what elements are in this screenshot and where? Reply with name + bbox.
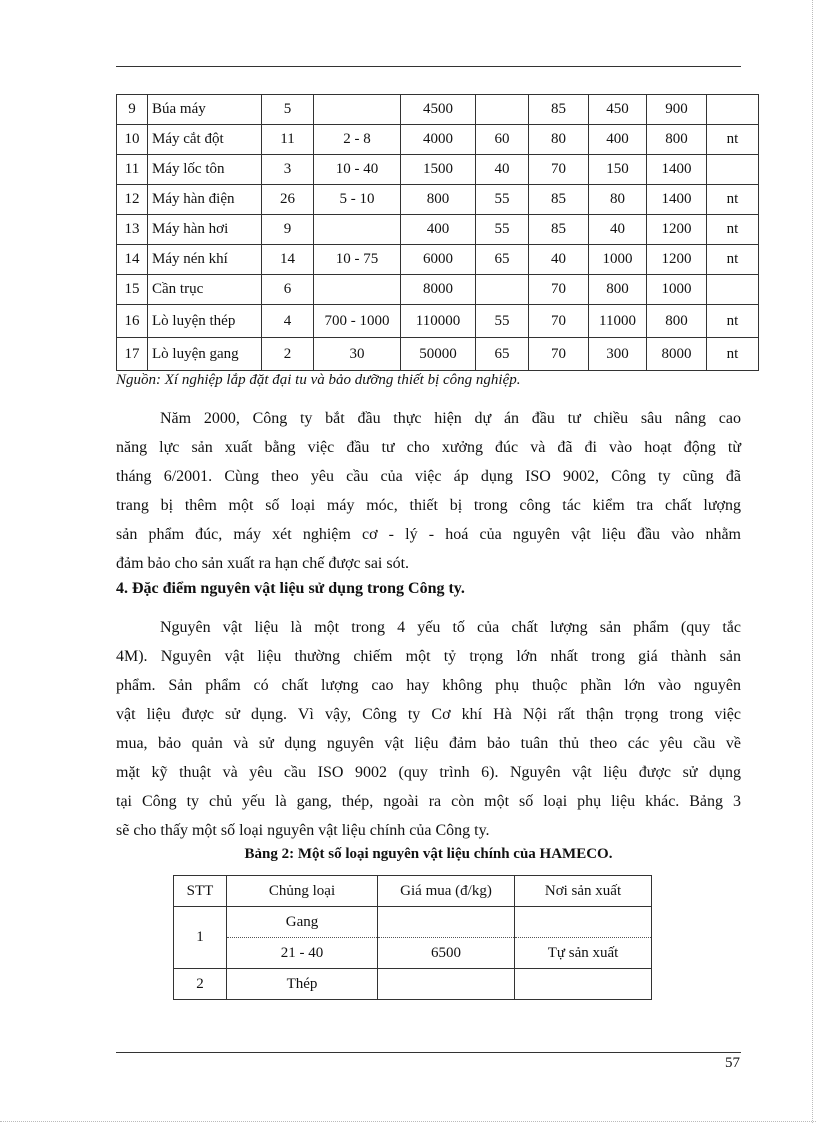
equipment-name-cell: Lò luyện thép	[148, 305, 262, 338]
paragraph-line: sẽ cho thấy một số loại nguyên vật liệu chính của Công ty.	[116, 822, 490, 839]
table-row	[174, 938, 652, 969]
stt-cell: 1	[174, 907, 227, 969]
page-number: 57	[725, 1055, 740, 1071]
table-cell: 1000	[589, 245, 647, 275]
table-cell	[707, 95, 759, 125]
table-cell: 1200	[647, 245, 707, 275]
source-note: Nguồn: Xí nghiệp lắp đặt đại tu và bảo dưỡng thiết bị công nghiệp.	[116, 372, 521, 388]
table-cell: 12	[117, 185, 148, 215]
table-cell: 14	[262, 245, 314, 275]
table-cell: 10 - 75	[314, 245, 401, 275]
table-cell: 40	[476, 155, 529, 185]
equipment-name-cell: Máy hàn điện	[148, 185, 262, 215]
type-cell: 21 - 40	[227, 938, 378, 969]
paragraph-materials	[116, 613, 741, 845]
table-cell: 4500	[401, 95, 476, 125]
table-cell: 450	[589, 95, 647, 125]
table-row	[117, 215, 759, 245]
table-cell: 8000	[647, 338, 707, 371]
table-cell: 110000	[401, 305, 476, 338]
table-cell: 70	[529, 275, 589, 305]
section-heading: 4. Đặc điểm nguyên vật liệu sử dụng trong Công ty.	[116, 580, 465, 597]
table-cell: 80	[529, 125, 589, 155]
table-cell: 55	[476, 305, 529, 338]
table-cell: 15	[117, 275, 148, 305]
table-cell: 70	[529, 305, 589, 338]
table-cell: 40	[529, 245, 589, 275]
table-cell: 85	[529, 185, 589, 215]
table-cell: 4000	[401, 125, 476, 155]
table-cell: 80	[589, 185, 647, 215]
table-cell: 60	[476, 125, 529, 155]
header-cell: Chủng loại	[227, 876, 378, 907]
table-cell: 26	[262, 185, 314, 215]
table-cell: nt	[707, 245, 759, 275]
table-caption: Bảng 2: Một số loại nguyên vật liệu chính của HAMECO.	[244, 846, 613, 862]
table-cell: nt	[707, 215, 759, 245]
origin-cell	[515, 907, 652, 938]
table-cell: 85	[529, 95, 589, 125]
type-cell: Gang	[227, 907, 378, 938]
table-cell: 85	[529, 215, 589, 245]
header-cell: Giá mua (đ/kg)	[378, 876, 515, 907]
equipment-name-cell: Máy hàn hơi	[148, 215, 262, 245]
price-cell: 6500	[378, 938, 515, 969]
table-cell: 2 - 8	[314, 125, 401, 155]
table-cell: 400	[401, 215, 476, 245]
paragraph-investment	[116, 404, 741, 578]
table-cell: 1400	[647, 185, 707, 215]
table-cell: 55	[476, 215, 529, 245]
table-cell: 300	[589, 338, 647, 371]
table-cell: 55	[476, 185, 529, 215]
equipment-name-cell: Máy lốc tôn	[148, 155, 262, 185]
table-cell: nt	[707, 305, 759, 338]
equipment-name-cell: Máy nén khí	[148, 245, 262, 275]
table-row	[117, 185, 759, 215]
table-cell: 65	[476, 338, 529, 371]
table-cell: 2	[262, 338, 314, 371]
table-cell: 10 - 40	[314, 155, 401, 185]
table-cell	[476, 275, 529, 305]
table-row	[117, 245, 759, 275]
paragraph-line: năng lực sản xuất bằng việc đầu tư cho xưởng đúc và đã đi vào hoạt động từ	[116, 439, 741, 456]
table-cell: 800	[589, 275, 647, 305]
footer-rule	[116, 1052, 741, 1053]
paragraph-line: Nguyên vật liệu là một trong 4 yếu tố của chất lượng sản phẩm (quy tắc	[160, 619, 741, 636]
table-cell: 14	[117, 245, 148, 275]
table-cell: 6	[262, 275, 314, 305]
equipment-name-cell: Máy cắt đột	[148, 125, 262, 155]
table-cell: 13	[117, 215, 148, 245]
table-cell: 9	[117, 95, 148, 125]
paragraph-line: mua, bảo quản và sử dụng nguyên vật liệu đảm bảo tuân thủ theo các yêu cầu về	[116, 735, 741, 752]
table-cell: nt	[707, 125, 759, 155]
price-cell	[378, 969, 515, 1000]
table-cell: 900	[647, 95, 707, 125]
table-cell: 11000	[589, 305, 647, 338]
table-cell: 70	[529, 338, 589, 371]
table-cell: 150	[589, 155, 647, 185]
page-edge-dots	[812, 0, 813, 1123]
paragraph-line: đảm bảo cho sản xuất ra hạn chế được sai sót.	[116, 555, 410, 572]
table-cell: 8000	[401, 275, 476, 305]
paragraph-line: 4M). Nguyên vật liệu thường chiếm một tỷ trọng lớn nhất trong giá thành sản	[116, 648, 741, 665]
table-cell: 1000	[647, 275, 707, 305]
table-row	[117, 155, 759, 185]
header-cell: Nơi sản xuất	[515, 876, 652, 907]
table-cell: 3	[262, 155, 314, 185]
table-cell: 1500	[401, 155, 476, 185]
paragraph-line: phẩm. Sản phẩm có chất lượng cao hay không phụ thuộc phần lớn vào nguyên	[116, 677, 741, 694]
table-cell	[314, 215, 401, 245]
table-cell: nt	[707, 338, 759, 371]
table-cell: 11	[262, 125, 314, 155]
table-cell: 1200	[647, 215, 707, 245]
equipment-name-cell: Cần trục	[148, 275, 262, 305]
table-row	[117, 275, 759, 305]
table-cell: 700 - 1000	[314, 305, 401, 338]
table-cell: 11	[117, 155, 148, 185]
materials-table	[173, 875, 652, 1000]
table-cell: 800	[401, 185, 476, 215]
table-row	[117, 305, 759, 338]
table-cell: 9	[262, 215, 314, 245]
table-cell: 800	[647, 125, 707, 155]
type-cell: Thép	[227, 969, 378, 1000]
table-cell	[314, 95, 401, 125]
table-cell	[707, 155, 759, 185]
table-cell: 10	[117, 125, 148, 155]
table-cell: 400	[589, 125, 647, 155]
table-cell: 65	[476, 245, 529, 275]
table-row	[117, 125, 759, 155]
stt-cell: 2	[174, 969, 227, 1000]
table-cell: 50000	[401, 338, 476, 371]
table-cell: 5 - 10	[314, 185, 401, 215]
table-cell: 6000	[401, 245, 476, 275]
paragraph-line: mặt kỹ thuật và yêu cầu ISO 9002 (quy trình 6). Nguyên vật liệu được sử dụng	[116, 764, 741, 781]
price-cell	[378, 907, 515, 938]
origin-cell	[515, 969, 652, 1000]
table-row	[117, 338, 759, 371]
origin-cell: Tự sản xuất	[515, 938, 652, 969]
table-cell: 4	[262, 305, 314, 338]
header-rule	[116, 66, 741, 67]
table-cell: 30	[314, 338, 401, 371]
paragraph-line: trang bị thêm một số loại máy móc, thiết bị trong công tác kiểm tra chất lượng	[116, 497, 741, 514]
equipment-table	[116, 94, 759, 371]
table-cell: 70	[529, 155, 589, 185]
table-cell: 5	[262, 95, 314, 125]
equipment-name-cell: Búa máy	[148, 95, 262, 125]
table-row	[174, 969, 652, 1000]
table-cell: 40	[589, 215, 647, 245]
table-cell: 16	[117, 305, 148, 338]
table-row	[117, 95, 759, 125]
page-edge-dots	[0, 1121, 816, 1122]
table-cell: 800	[647, 305, 707, 338]
table-row	[174, 907, 652, 938]
table-cell	[314, 275, 401, 305]
table-cell: nt	[707, 185, 759, 215]
table-cell	[476, 95, 529, 125]
paragraph-line: Năm 2000, Công ty bắt đầu thực hiện dự án đầu tư chiều sâu nâng cao	[160, 410, 741, 427]
paragraph-line: vật liệu được sử dụng. Vì vậy, Công ty Cơ khí Hà Nội rất thận trọng trong việc	[116, 706, 741, 723]
header-cell: STT	[174, 876, 227, 907]
table-cell: 1400	[647, 155, 707, 185]
table-header-row	[174, 876, 652, 907]
equipment-name-cell: Lò luyện gang	[148, 338, 262, 371]
paragraph-line: tại Công ty chủ yếu là gang, thép, ngoài ra còn một số loại phụ liệu khác. Bảng 3	[116, 793, 741, 810]
table-cell: 17	[117, 338, 148, 371]
paragraph-line: sản phẩm đúc, máy xét nghiệm cơ - lý - hoá của nguyên vật liệu đầu vào nhằm	[116, 526, 741, 543]
paragraph-line: tháng 6/2001. Cùng theo yêu cầu của việc áp dụng ISO 9002, Công ty cũng đã	[116, 468, 741, 485]
table-cell	[707, 275, 759, 305]
